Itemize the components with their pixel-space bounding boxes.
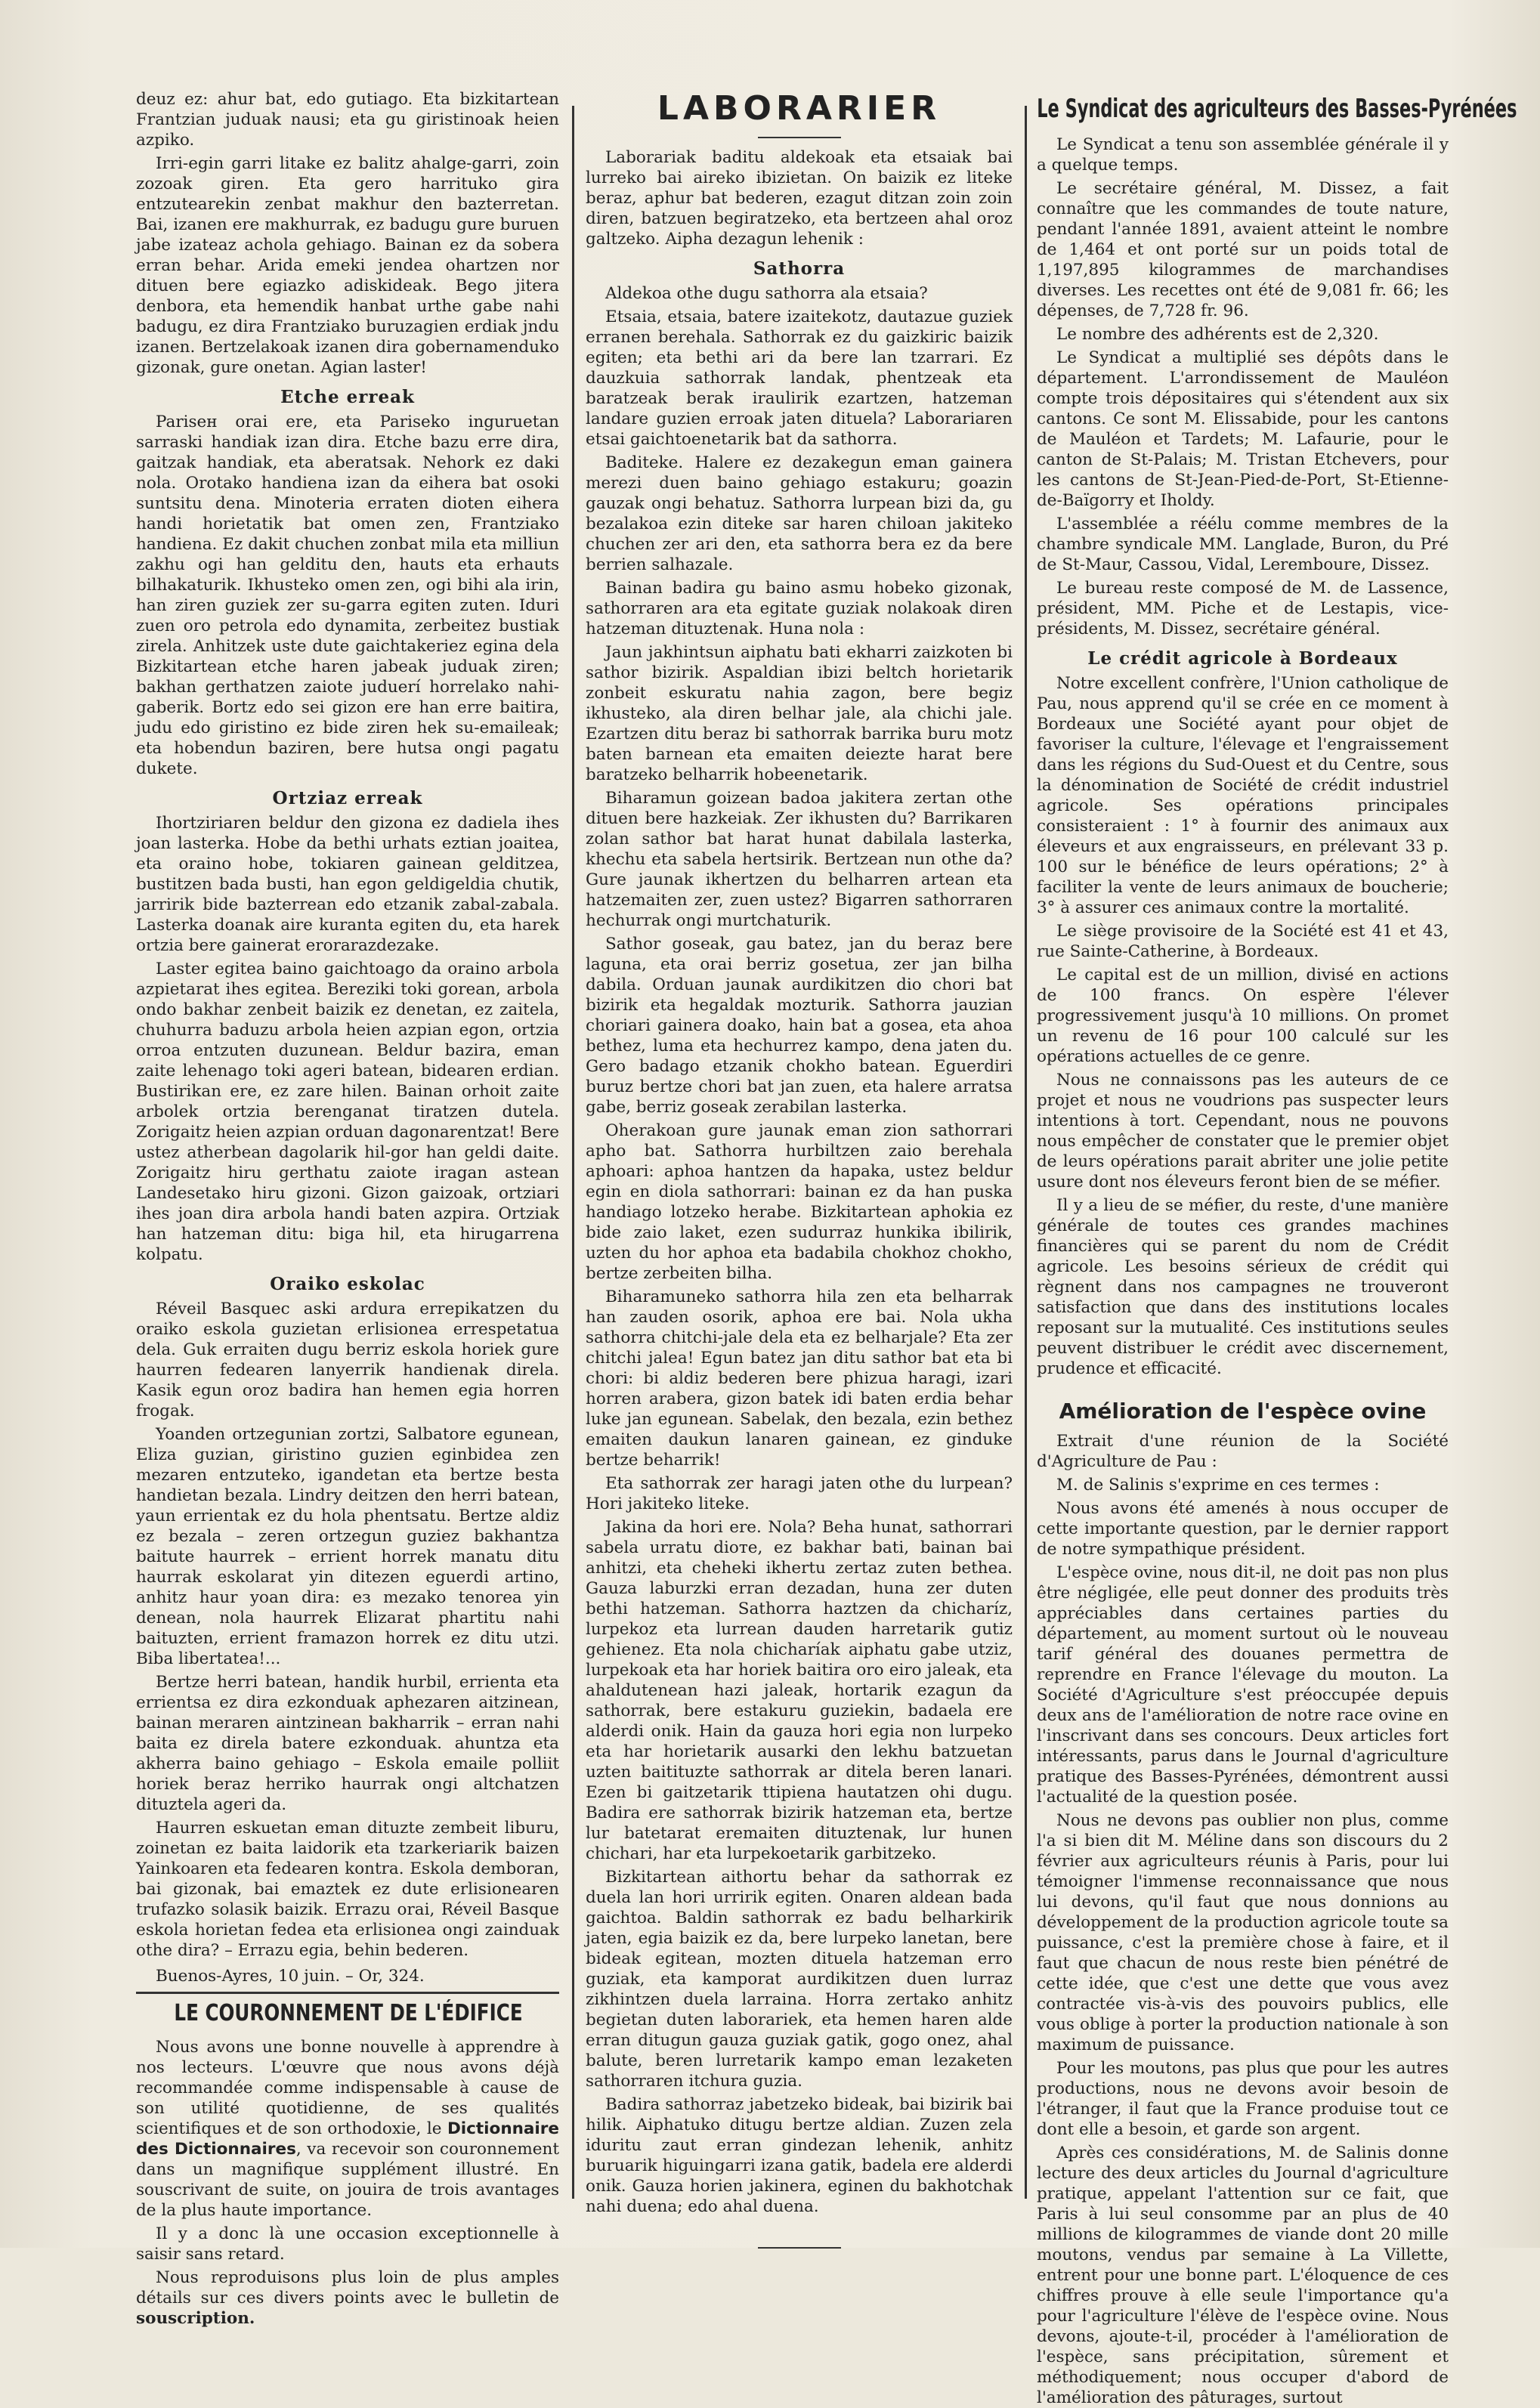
paragraph: Réveil Basquec aski ardura errepikatzen du oraiko eskola guzietan erlisionea errespetatua dela. Guk erraiten dugu berriz eskola horiek gure haurren fedearen lanyerrik handienak direla. Kasik egun oroz badira han hemen egia horren frogak. (136, 1300, 559, 1420)
paragraph: Le Syndicat a tenu son assemblée générale il y a quelque temps. (1037, 135, 1449, 175)
dictionary-title: Dictionnaire des Dictionnaires (136, 2119, 559, 2159)
paragraph: Oherakoan gure jaunak eman zion sathorrari apho bat. Sathorra hurbiltzen zaio berehala aphoari: aphoa hantzen da hapaka, ustez beldur egin en diola sathorrari: bainan ez da han puska handiagо lotzeko herabe. Bizkitartean aphokia ez bide zaio laket, ezen sudurraz hunkika ibilirik, uzten du hor aphoa eta badabila chokhoz chokho, bertze zerbeiten bilha. (586, 1121, 1013, 1283)
divider (758, 2247, 841, 2249)
right-column (1037, 89, 1517, 2407)
paragraph: deuz ez: ahur bat, edo gutiago. Eta bizkitartean Frantzian juduak nausi; eta gu giristinoak heien azpiko. (136, 90, 559, 150)
paragraph: Bainan badira gu baino asmu hobeko gizonak, sathorraren ara eta egitate guziak nolakoak diren hatzeman dituztenak. Huna nola : (586, 579, 1013, 638)
paragraph: Badira sathorraz jabetzeko bideak, bai bizirik bai hilik. Aiphatuko ditugu bertze aldian. Zuzen zela iduritu zaut erran gindezan lehenik, anhitz buruarik higuingarri izana gatik, badela ere alderdi onik. Gauza horien jakinera, eginen du bakhotchak nahi duena; edo ahal duena. (586, 2095, 1013, 2216)
paragraph: Le capital est de un million, divisé en actions de 100 francs. On espère l'élever progressivement jusqu'à 10 millions. On promet un revenu de 16 pour 100 calculé sur les opérations actuelles de ce genre. (1037, 966, 1449, 1066)
article-title: Amélioration de l'espèce ovine (1059, 1399, 1427, 1423)
paragraph: Baditeke. Halere ez dezakegun eman gainera merezi duen baino gehiago estakuru; goazin gauzak ongi behatuz. Sathorra lurpean bizi da, gu bezalakoa ezin diteke sar haren chiloan jakiteko chuchen zer ari den, eta sathorra bera ez da bere berrien salhazale. (586, 453, 1013, 574)
left-column (136, 89, 559, 2328)
paragraph: Biharamun goizean badoa jakitera zertan othe dituen bere hazkeiak. Zer ikhusten du? Barrikaren zolan sathor bat harat hunat dabilala lasterka, khechu eta sabela hertsirik. Bertzean nun othe da? Gure jaunak ikhertzen du belharren artean eta hatzemaiten zer, zuen ustez? Bigarren sathorraren hechurrak ongi murtchaturik. (586, 789, 1013, 930)
paragraph: Yoanden ortzegunian zortzi, Salbatore egunean, Eliza guzian, giristino guzien eginbidea zen mezaren entzuteko, igandetan eta bertze besta handietan bezala. Lindry deitzen den herri batean, yaun errientak ez du hola phentsatu. Bertze aldiz ez bezala – zeren ortzegun guziez bakhantza baitute haurrek – errient horrek manatu ditu haurrak eskolarat yin ditezen eguerdi artino, anhitz haur yoan dira: ез mezako tenorea yin denean, nola haurrek Elizarat phartitu nahi baituzten, errient framazon horrek ez ditu utzi. Biba libertatea!... (136, 1425, 559, 1668)
paragraph: Jaun jakhintsun aiphatu bati ekharri zaizkoten bi sathor bizirik. Aspaldian ibizi beltch horietarik zonbeit eskuratu nahia zagon, bere begiz ikhusteko, ala diren belhar jale, ala chichi jale. Ezartzen ditu beraz bi sathorrak barrika buru motz baten barnean eta emaiten deiezte harat bere baratzeko belharrik hobeenetarik. (586, 643, 1013, 784)
paragraph: Après ces considérations, M. de Salinis donne lecture des deux articles du Journal d'agriculture pratique, appelant l'attention sur ce fait, que Paris à lui seul consomme par an plus de 40 millions de kilogrammes de viande dont 20 mille moutons, vendus par semaine à La Villette, entrent pour une bonne part. L'éloquence de ces chiffres prouve à elle seule l'importance qu'a pour l'agriculture l'élève de l'espèce ovine. Nous devons, ajoute-t-il, procéder à l'amélioration de l'espèce, sans précipitation, sûrement et méthodiquement; nous occuper d'abord de l'amélioration des pâturages, surtout (1037, 2144, 1449, 2407)
paragraph: Notre excellent confrère, l'Union catholique de Pau, nous apprend qu'il se crée en ce moment à Bordeaux une Société ayant pour objet de favoriser la culture, l'élevage et l'engraissement dans les régions du Sud-Ouest et du Centre, sous la dénomination de Société de crédit industriel agricole. Ses opérations principales consisteraient : 1° à fournir des animaux aux éleveurs et aux engraisseurs, en prélevant 33 p. 100 sur le bénéfice de leurs opérations; 2° à faciliter la vente de leurs animaux de boucherie; 3° à assurer ces animaux contre la mortalité. (1037, 674, 1449, 917)
paragraph: Nous reproduisons plus loin de plus amples détails sur ces divers points avec le bulletin de souscription. (136, 2268, 559, 2328)
paragraph: Le Syndicat a multiplié ses dépôts dans le département. L'arrondissement de Mauléon compte trois dépositaires qui s'étendent aux six cantons. Ce sont M. Elissabide, pour les cantons de Mauléon et Tardets; M. Lafaurie, pour le canton de St-Palais; M. Tristan Etchevers, pour les cantons de St-Jean-Pied-de-Port, St-Etienne-de-Baïgorry et Iholdy. (1037, 348, 1449, 510)
paragraph: Pariseн orai ere, eta Pariseko inguruetan sarraski handiak izan dira. Etche bazu erre dira, gaitzak handiak, eta aberatsak. Nehork ez daki nola. Orotako handiena izan da eihera bat osoki suntsitu dena. Minoteria erraten dioten eihera handi horietatik bat omen zen, Frantziako handiena. Ez dakit chuchen zonbat mila eta milliun zakhu ogi han gelditu den, hauts eta erhauts bilhakaturik. Ikhusteko omen zen, ogi bihi ala irin, han ziren guziek zer su-garra egiten zuten. Iduri zuen oro petrola edo dynamita, zerbeitez bustiak zirela. Anhitzek uste dute gaichtakeriez egina dela Bizkitartean etche haren jabeak juduak ziren; bakhan gerthatzen zaiote juduerí horrelako nahi-gaberik. Bortz edo sei gizon ere han erre baitira, judu edo giristino ez bide ziren hek su-emaileak; eta hobendun baziren, bere hutsa ongi pagatu dukete. (136, 413, 559, 778)
signoff: Buenos-Ayres, 10 juin. – Or, 324. (156, 1967, 425, 1986)
paragraph: Nous ne connaissons pas les auteurs de ce projet et nous ne voudrions pas suspecter leurs intentions à tort. Cependant, nous ne pouvons nous empêcher de constater que le premier objet de leurs opérations parait abriter une jolie petite usure dont nos éleveurs feront bien de se méfier. (1037, 1071, 1449, 1192)
section-heading: Etche erreak (280, 387, 415, 407)
paragraph: Biharamuneko sathorra hila zen eta belharrak han zauden osorik, aphoa ere bai. Nola ukha sathorra chitchi-jale dela eta ez belharjale? Eta zer chitchi jalea! Egun batez jan ditu sathor bat eta bi chori: bi aldiz bederen bere phizua haragi, izari horren arabera, gizon batek idi baten erdia behar luke jan egunean. Sabelak, den bezala, ezin bethez emaiten daukun lanaren gainean, ez ginduke bertze beharrik! (586, 1287, 1013, 1470)
column-rule-right (1025, 106, 1027, 2199)
paragraph: Le bureau reste composé de M. de Lassence, président, MM. Piche et de Lestapis, vice-présidents, M. Dissez, secrétaire général. (1037, 579, 1449, 638)
subscription-word: souscription. (136, 2309, 255, 2328)
paragraph: Il y a donc là une occasion exceptionnelle à saisir sans retard. (136, 2224, 559, 2264)
paragraph: Jakina da hori ere. Nola? Beha hunat, sathorrari sabela urratu dioте, ez bakhar bati, bainan bai anhitzi, eta cheheki ikhertu zertaz zuten bethea. Gauza laburzki erran dezadan, huna zer duten bethi hatzeman. Sathorra haztzen da chicharíz, lurpekoz eta lurrean dauden harretarik gutiz gehienez. Eta nola chicharíak aiphatu gabe utziz, lurpekoak eta har horiek baitira oro eiro jaleak, eta ahaldutenean hazi jaleak, hortarik ezagun da sathorrak, bere estakuru guziekin, badaela ere alderdi onik. Hain da gauza hori egia non lurpeko eta har horietarik ausarki den lekhu batzuetan uzten baitituzte sathorrak ar ditela beren lanari. Ezen bi gaitzetarik ttipiena hautatzen ohi dugu. Badira ere sathorrak bizirik hatzeman eta, bertze lur batetarat eremaiten dituztenak, lur hunen chichari, har eta lurpekoetarik garbitzeko. (586, 1518, 1013, 1863)
section-heading: Ortziaz erreak (272, 788, 423, 808)
divider (758, 137, 841, 138)
paragraph: Bizkitartean aithortu behar da sathorrak ez duela lan hori urririk egiten. Onaren aldean bada gaichtoa. Baldin sathorrak ez badu belharkirik jaten, egia baizik ez da, bere lurpeko lanetan, bere bideak egitean, mozten dituela hatzeman erro guziak, eta kamporat aurdikitzen duen lurraz zikhintzen duela larraina. Horra zertako anhitz begietan duten laborariek, eta hemen haren alde erran ditugun gauza guziak gatik, gogo onez, ahal balute, beren lurretarik kampo eman lezaketen sathorraren itchura guzia. (586, 1868, 1013, 2091)
paragraph: Irri-egin garri litake ez balitz ahalge-garri, zoin zozoak giren. Eta gero harrituko gira entzutearekin zenbat makhur den bazterretan. Bai, izanen ere makhurrak, ez badugu gure buruen jabe izateaz achola gehiago. Bainan ez da sobera erran behar. Arida emeki jendea ohartzen nor dituen bere egiazko adiskideak. Bego jitera denbora, eta hemendik hanbat urthe gabe nahi badugu, ez dira Frantziako buruzagien erdiak jndu izanen. Bertzelakoak izanen dira gobernamenduko gizonak, gure onetan. Agian laster! (136, 154, 559, 377)
paragraph: Eta sathorrak zer haragi jaten othe du lurpean? Hori jakiteko liteke. (586, 1474, 1013, 1513)
article-title: LE COURONNEMENT DE L'ÉDIFICE (174, 2000, 523, 2026)
article-title: Le Syndicat des agriculteurs des Basses-Pyrénées (1037, 94, 1517, 124)
section-heading: Le crédit agricole à Bordeaux (1087, 648, 1398, 669)
paragraph: Extrait d'une réunion de la Société d'Agriculture de Pau : (1037, 1432, 1449, 1471)
paragraph: L'assemblée a réélu comme membres de la chambre syndicale MM. Langlade, Buron, du Pré de St-Maur, Cassou, Vidal, Lerembourе, Dissez. (1037, 515, 1449, 574)
paragraph: Le secrétaire général, M. Dissez, a fait connaître que les commandes de toute nature, pendant l'année 1891, avaient atteint le nombre de 1,464 et ont porté sur un poids total de 1,197,895 kilogrammes de marchandises diverses. Les recettes ont été de 9,081 fr. 66; les dépenses, de 7,728 fr. 96. (1037, 179, 1449, 320)
column-rule-left (572, 106, 574, 2199)
paragraph: Nous avons une bonne nouvelle à apprendre à nos lecteurs. L'œuvre que nous avons déjà recommandée comme indispensable à cause de son utilité quotidienne, de ses qualités scientifiques et de son orthodoxie, le Dictionnaire des Dictionnaires, va recevoir son couronnement dans un magnifique supplément illustré. En souscrivant de suite, on jouira de trois avantages de la plus haute importance. (136, 2038, 559, 2220)
section-heading: Sathorra (753, 258, 846, 279)
paragraph: Aldekoa othe dugu sathorra ala etsaia? (605, 284, 928, 303)
paragraph: M. de Salinis s'exprime en ces termes : (1056, 1476, 1380, 1495)
section-heading: Oraiko eskolac (270, 1274, 425, 1294)
paragraph: Le siège provisoire de la Société est 41 et 43, rue Sainte-Catherine, à Bordeaux. (1037, 922, 1449, 961)
paragraph: Pour les moutons, pas plus que pour les autres productions, nous ne devons avoir besoin de l'étranger, il faut que la France produise tout ce dont elle a besoin, et garde son argent. (1037, 2059, 1449, 2139)
article-title: LABORARIER (657, 89, 942, 128)
paragraph: Nous avons été amenés à nous occuper de cette importante question, par le dernier rapport de notre sympathique président. (1037, 1499, 1449, 1559)
paragraph: Nous ne devons pas oublier non plus, comme l'a si bien dit M. Méline dans son discours du 2 février aux agriculteurs réunis à Paris, pour lui témoigner l'immense reconnaissance que nous lui devons, qu'il faut que nous donnions au développement de la production agricole toute sa puissance, c'est la première chose à faire, et il faut que chacun de nous reste bien pénétré de cette idée, que c'est une dette que vous avez contractée vis-à-vis des pouvoirs publics, elle vous oblige à porter la production nationale à son maximum de puissance. (1037, 1811, 1449, 2054)
paragraph: Ihortziriaren beldur den gizona ez dadiela ihes joan lasterka. Hobe da bethi urhats eztian joaitea, eta oraino hobe, tokiaren gainean gelditzea, bustitzen bada busti, han egon geldigeldia chutik, jarririk bide bazterrean edo etzanik zabal-zabala. Lasterka doanak aire kuranta egiten du, eta harek ortzia bere gainerat erorarazdezake. (136, 814, 559, 955)
paragraph: Il y a lieu de se méfier, du reste, d'une manière générale de toutes ces grandes machines financières qui se parent du nom de Crédit agricole. Les besoins sérieux de crédit qui règnent dans nos campagnes ne trouveront satisfaction que dans des institutions locales reposant sur la mutualité. Ces institutions seules peuvent distribuer le crédit avec discernement, prudence et efficacité. (1037, 1196, 1449, 1378)
paragraph: Etsaia, etsaia, batere izaitekotz, dautazue guziek erranen berehala. Sathorrak ez du gaizkiric baizik egiten; eta bethi ari da bere lan tzarrari. Ez dauzkuia sathorrak landak, phentzeak eta baratzeak berak iraulirik ezartzen, hatzeman landare guzien erroak jaten dituela? Laborariaren etsai gaichtoenetarik bat da sathorra. (586, 308, 1013, 449)
paragraph: Bertze herri batean, handik hurbil, errienta eta errientsa ez dira ezkonduak aphezaren aitzinean, bainan meraren aintzinean bakharrik – erran nahi baita ez direla batere ezkonduak. ahuntza eta akherra baino gehiago – Eskola emaile polliit horiek beraz herriko haurrak ongi altchatzen dituztela ageri da. (136, 1673, 559, 1814)
paragraph: L'espèce ovine, nous dit-il, ne doit pas non plus être négligée, elle peut donner des produits très appréciables dans certaines parties du département, au moment surtout où le nouveau tarif général des douanes permettra de reprendre en France l'élevage du mouton. La Société d'Agriculture s'est préoccupée depuis deux ans de l'amélioration de notre race ovine en l'inscrivant dans ses concours. Deux articles fort intéressants, parus dans le Journal d'agriculture pratique des Basses-Pyrénées, démontrent aussi l'actualité de la question posée. (1037, 1563, 1449, 1807)
paragraph: Laborariak baditu aldekoak eta etsaiak bai lurreko bai aireko ibizietan. On baizik ez liteke beraz, aphur bat bederen, ezagut ditzan zoin zoin diren, batzuen begiratzeko, eta bertzeen ahal oroz galtzeko. Aipha dezagun lehenik : (586, 148, 1013, 249)
divider (136, 1992, 559, 1994)
paragraph: Sathor goseak, gau batez, jan du beraz bere laguna, eta orai berriz gosetua, zer jan bilha dabila. Orduan jaunak aurdikitzen dio chori bat bizirik eta hegaldak mozturik. Sathorra jauzian choriari gainera doako, hain bat a gosea, eta ahoa bethez, luma eta hechurrez kampo, dena jaten du. Gero badago etzanik chokho batean. Eguerdiri buruz bertze chori bat jan zuen, eta halere arratsa gabe, berriz goseak zerabilan lasterka. (586, 935, 1013, 1117)
paragraph: Haurren eskuetan eman dituzte zembeit liburu, zoinetan ez baita laidorik eta tzarkeriarik baizen Yainkoaren eta fedearen kontra. Eskola demboran, bai gizonak, bai emaztek ez dute erlisionearen trufazko solasik baizik. Errazu orai, Réveil Basque eskola horietan fedea eta erlisionea ongi zainduak othe dira? – Errazu egia, behin bederen. (136, 1819, 559, 1960)
paragraph: Le nombre des adhérents est de 2,320. (1056, 325, 1379, 344)
middle-column (586, 89, 1013, 2216)
paragraph: Laster egitea baino gaichtoago da oraino arbola azpietarat ihes egitea. Bereziki toki gorean, arbola ondo bakhar zenbeit baizik ez denetan, ez zaitela, chuhurra baduzu arbola heien azpian egon, ortzia orroa entzuten duzunean. Beldur bazira, eman zaite lehenago toki ageri batean, bideаren erdian. Bustirikan ere, ez zare hilen. Bainan orhoit zaite arbolek ortzia berenganat tiratzen dutela. Zorigaitz heien azpian orduan dagonarentzat! Bere ustez atherbean dagolarik hil-gor han geldi daite. Zorigaitz hiru gerthatu zaiote iragan astean Landesetako hiru gizoni. Gizon gaizoak, ortziari ihes joan dira arbola handi baten azpira. Ortziak han hatzeman ditu: biga hil, eta hirugarrena kolpatu. (136, 960, 559, 1264)
